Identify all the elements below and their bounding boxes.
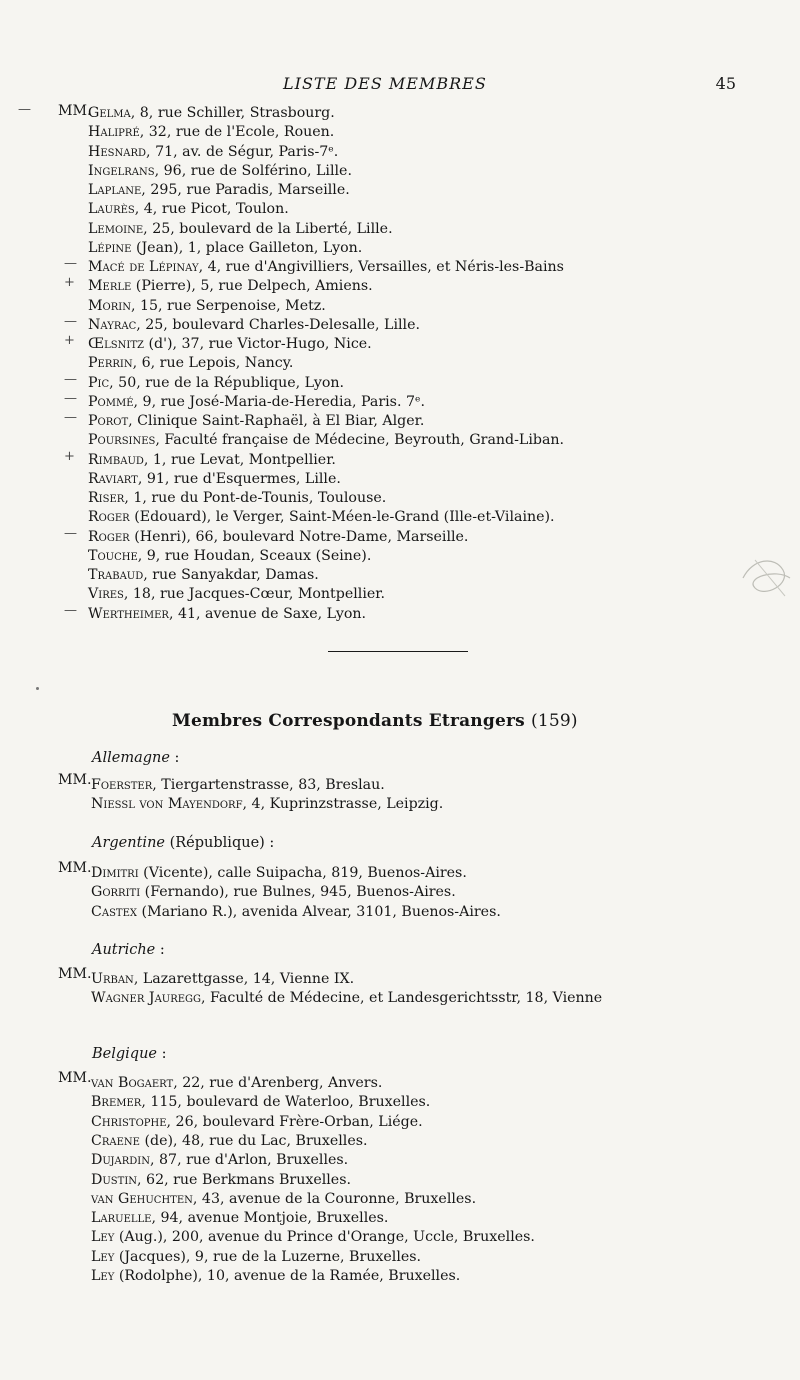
member-address: , 1, rue Levat, Montpellier. bbox=[143, 451, 336, 468]
member-name: Roger bbox=[88, 528, 130, 545]
member-address: (Vicente), calle Suipacha, 819, Buenos-Aires. bbox=[138, 865, 467, 881]
member-name: Dimitri bbox=[91, 865, 139, 881]
members-prefix: MM. bbox=[58, 772, 92, 788]
member-entry bbox=[91, 1248, 421, 1267]
member-name: Porot bbox=[88, 413, 129, 429]
member-entry bbox=[88, 200, 289, 219]
running-title: LISTE DES MEMBRES bbox=[283, 74, 487, 93]
member-name: Laplane bbox=[88, 182, 142, 198]
members-prefix: MM. bbox=[58, 1070, 92, 1086]
margin-mark: + bbox=[64, 448, 75, 464]
member-address: (Fernando), rue Bulnes, 945, Buenos-Aires. bbox=[140, 884, 456, 901]
member-entry bbox=[91, 776, 385, 795]
margin-mark: + bbox=[64, 333, 75, 348]
country-suffix: (République) : bbox=[165, 835, 275, 851]
member-entry bbox=[91, 970, 354, 989]
member-name: Wagner Jauregg bbox=[91, 990, 202, 1007]
member-address: , 91, rue d'Esquermes, Lille. bbox=[137, 470, 341, 487]
member-entry bbox=[91, 1151, 348, 1170]
member-address: , Tiergartenstrasse, 83, Breslau. bbox=[152, 777, 385, 793]
member-entry bbox=[88, 354, 293, 373]
margin-mark: — bbox=[18, 102, 31, 117]
member-address: , 1, rue du Pont-de-Tounis, Toulouse. bbox=[124, 490, 387, 506]
country-name: Allemagne bbox=[92, 750, 170, 766]
member-entry bbox=[88, 374, 344, 393]
member-name: Lépine bbox=[88, 239, 132, 256]
member-name: Perrin bbox=[88, 355, 133, 372]
member-entry bbox=[88, 489, 386, 508]
member-name: Pommé bbox=[88, 393, 134, 410]
member-entry bbox=[91, 1171, 351, 1190]
member-address: (Rodolphe), 10, avenue de la Ramée, Bruxelles. bbox=[114, 1268, 461, 1284]
member-name: Castex bbox=[91, 903, 138, 920]
margin-mark: — bbox=[64, 371, 77, 387]
member-address: , Clinique Saint-Raphaël, à El Biar, Alger. bbox=[128, 413, 425, 429]
member-address: , 94, avenue Montjoie, Bruxelles. bbox=[151, 1210, 389, 1227]
member-entry bbox=[91, 1228, 535, 1247]
member-entry bbox=[88, 277, 373, 296]
member-entry bbox=[88, 181, 350, 200]
member-name: Hesnard bbox=[88, 143, 147, 160]
member-entry bbox=[88, 123, 334, 142]
member-address: , 50, rue de la République, Lyon. bbox=[109, 374, 345, 391]
section-count: (159) bbox=[531, 711, 578, 731]
margin-mark: — bbox=[64, 313, 77, 329]
member-address: , 4, rue d'Angivilliers, Versailles, et Néris-les-Bains bbox=[198, 259, 564, 275]
margin-mark: — bbox=[64, 525, 77, 541]
member-address: , 25, boulevard de la Liberté, Lille. bbox=[143, 220, 393, 237]
member-name: Halipré bbox=[88, 124, 140, 141]
country-name: Autriche bbox=[92, 942, 156, 958]
member-entry bbox=[91, 1267, 460, 1286]
member-address: , 9, rue Houdan, Sceaux (Seine). bbox=[137, 547, 372, 564]
member-address: , 6, rue Lepois, Nancy. bbox=[132, 355, 294, 372]
member-address: , Lazarettgasse, 14, Vienne IX. bbox=[133, 971, 355, 987]
member-address: , 9, rue José-Maria-de-Heredia, Paris. 7ᵉ. bbox=[133, 393, 426, 410]
member-name: Laruelle bbox=[91, 1210, 152, 1227]
member-name: van Bogaert bbox=[91, 1075, 174, 1091]
member-name: Niessl von Mayendorf bbox=[91, 796, 243, 813]
member-address: (Jacques), 9, rue de la Luzerne, Bruxelles. bbox=[114, 1248, 422, 1265]
member-name: Lemoine bbox=[88, 220, 144, 237]
member-name: Urban bbox=[91, 971, 134, 987]
member-address: , 15, rue Serpenoise, Metz. bbox=[130, 297, 326, 314]
member-entry bbox=[88, 451, 336, 470]
member-entry bbox=[88, 470, 341, 489]
margin-mark: — bbox=[64, 410, 77, 425]
member-name: Morin bbox=[88, 297, 131, 314]
members-prefix: MM. bbox=[58, 103, 92, 119]
member-name: Rimbaud bbox=[88, 451, 144, 468]
members-prefix: MM. bbox=[58, 966, 92, 982]
country-name: Belgique bbox=[92, 1046, 157, 1062]
member-entry bbox=[91, 864, 467, 883]
member-address: , 71, av. de Ségur, Paris-7ᵉ. bbox=[146, 143, 339, 160]
member-address: , 295, rue Paradis, Marseille. bbox=[141, 182, 350, 198]
member-entry bbox=[88, 412, 424, 431]
member-entry bbox=[91, 795, 443, 814]
country-heading bbox=[92, 750, 179, 766]
member-name: Craene bbox=[91, 1132, 140, 1149]
member-entry bbox=[91, 1074, 382, 1093]
margin-mark: + bbox=[64, 275, 75, 291]
member-entry bbox=[88, 316, 420, 335]
member-entry bbox=[88, 258, 564, 277]
country-heading bbox=[92, 1046, 167, 1062]
margin-mark: — bbox=[64, 602, 77, 618]
member-name: Pic bbox=[88, 374, 110, 391]
member-entry bbox=[88, 104, 335, 123]
running-header bbox=[0, 74, 800, 94]
member-name: Bremer bbox=[91, 1094, 142, 1111]
member-address: , 32, rue de l'Ecole, Rouen. bbox=[139, 124, 335, 141]
member-address: , 4, rue Picot, Toulon. bbox=[134, 201, 289, 218]
member-address: (Pierre), 5, rue Delpech, Amiens. bbox=[131, 278, 373, 295]
member-name: Touche bbox=[88, 547, 138, 564]
member-entry bbox=[88, 566, 319, 585]
member-name: Trabaud bbox=[88, 567, 144, 583]
country-suffix: : bbox=[157, 1046, 167, 1062]
member-entry bbox=[91, 1113, 423, 1132]
member-name: Macé de Lépinay bbox=[88, 259, 199, 275]
member-entry bbox=[88, 220, 393, 239]
country-suffix: : bbox=[155, 942, 165, 958]
member-address: (Aug.), 200, avenue du Prince d'Orange, Uccle, Bruxelles. bbox=[114, 1229, 535, 1246]
member-entry bbox=[88, 335, 372, 354]
member-entry bbox=[88, 239, 362, 258]
member-address: , 18, rue Jacques-Cœur, Montpellier. bbox=[123, 586, 385, 603]
member-name: Christophe bbox=[91, 1113, 167, 1130]
member-entry bbox=[91, 1093, 430, 1112]
member-entry bbox=[88, 431, 564, 450]
member-name: Wertheimer bbox=[88, 605, 169, 622]
member-address: (de), 48, rue du Lac, Bruxelles. bbox=[139, 1132, 368, 1149]
member-entry bbox=[88, 143, 338, 162]
member-address: , rue Sanyakdar, Damas. bbox=[143, 567, 319, 583]
member-entry bbox=[91, 883, 456, 902]
member-address: (Edouard), le Verger, Saint-Méen-le-Grand (Ille-et-Vilaine). bbox=[129, 509, 555, 526]
member-address: (Henri), 66, boulevard Notre-Dame, Marseille. bbox=[129, 528, 469, 545]
member-entry bbox=[88, 605, 366, 624]
member-name: Nayrac bbox=[88, 316, 137, 333]
member-entry bbox=[88, 508, 555, 527]
member-name: Roger bbox=[88, 509, 130, 526]
member-address: , Faculté de Médecine, et Landesgerichtsstr, 18, Vienne bbox=[201, 990, 603, 1007]
margin-mark: — bbox=[64, 256, 77, 271]
member-address: (Jean), 1, place Gailleton, Lyon. bbox=[131, 239, 363, 256]
member-entry bbox=[88, 393, 425, 412]
member-name: Raviart bbox=[88, 470, 138, 487]
margin-mark: — bbox=[64, 390, 77, 406]
member-name: Œlsnitz bbox=[88, 336, 144, 352]
section-divider bbox=[328, 651, 468, 652]
member-name: Gorriti bbox=[91, 884, 141, 901]
member-entry bbox=[88, 528, 468, 547]
member-address: , 62, rue Berkmans Bruxelles. bbox=[137, 1171, 351, 1188]
member-address: , 115, boulevard de Waterloo, Bruxelles. bbox=[141, 1094, 431, 1111]
member-address: , 87, rue d'Arlon, Bruxelles. bbox=[150, 1152, 349, 1169]
section-title-text: Membres Correspondants Etrangers bbox=[172, 711, 525, 731]
member-name: Riser bbox=[88, 490, 125, 506]
member-entry bbox=[88, 547, 371, 566]
country-suffix: : bbox=[169, 750, 180, 766]
member-entry bbox=[91, 1190, 476, 1209]
member-entry bbox=[88, 585, 385, 604]
member-name: Dujardin bbox=[91, 1152, 151, 1169]
member-name: Ingelrans bbox=[88, 162, 155, 179]
member-name: Foerster bbox=[91, 777, 153, 793]
member-entry bbox=[88, 162, 352, 181]
member-address: , 43, avenue de la Couronne, Bruxelles. bbox=[192, 1190, 477, 1207]
member-address: , 8, rue Schiller, Strasbourg. bbox=[130, 105, 335, 121]
member-name: Ley bbox=[91, 1248, 115, 1265]
member-address: , 41, avenue de Saxe, Lyon. bbox=[168, 605, 367, 622]
member-address: , 4, Kuprinzstrasse, Leipzig. bbox=[242, 796, 444, 813]
member-entry bbox=[91, 1209, 388, 1228]
member-address: , 26, boulevard Frère-Orban, Liége. bbox=[166, 1113, 423, 1130]
member-entry bbox=[91, 989, 602, 1008]
section-title bbox=[172, 711, 578, 731]
member-address: (Mariano R.), avenida Alvear, 3101, Buenos-Aires. bbox=[137, 903, 501, 920]
member-entry bbox=[91, 903, 501, 922]
member-name: Poursines bbox=[88, 432, 156, 449]
member-entry bbox=[88, 297, 326, 316]
member-name: Gelma bbox=[88, 105, 131, 121]
member-address: , Faculté française de Médecine, Beyrouth, Grand-Liban. bbox=[155, 432, 565, 449]
print-speck bbox=[36, 687, 39, 690]
member-name: Dustin bbox=[91, 1171, 138, 1188]
country-heading bbox=[92, 942, 165, 958]
member-name: Merle bbox=[88, 278, 132, 295]
country-name: Argentine bbox=[92, 835, 165, 851]
member-name: Ley bbox=[91, 1229, 115, 1246]
page-number: 45 bbox=[715, 74, 736, 93]
member-address: , 25, boulevard Charles-Delesalle, Lille. bbox=[136, 316, 420, 333]
country-heading bbox=[92, 835, 274, 851]
bleed-through-scribble-icon bbox=[735, 548, 795, 608]
member-name: van Gehuchten bbox=[91, 1190, 193, 1207]
member-entry bbox=[91, 1132, 368, 1151]
member-name: Vires bbox=[88, 586, 124, 603]
member-address: , 96, rue de Solférino, Lille. bbox=[154, 162, 352, 179]
member-address: (d'), 37, rue Victor-Hugo, Nice. bbox=[143, 336, 372, 352]
member-name: Laurès bbox=[88, 201, 135, 218]
member-name: Ley bbox=[91, 1268, 115, 1284]
member-address: , 22, rue d'Arenberg, Anvers. bbox=[173, 1075, 383, 1091]
members-prefix: MM. bbox=[58, 860, 92, 876]
